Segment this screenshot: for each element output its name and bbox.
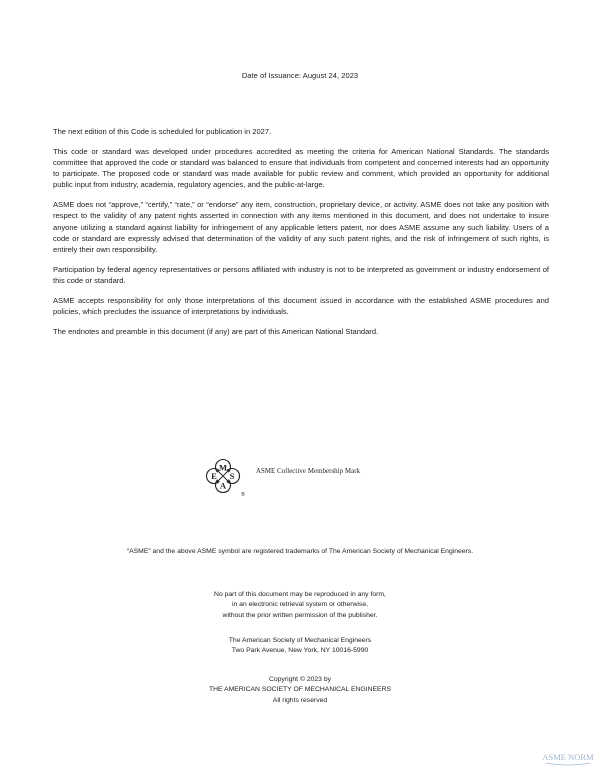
publisher-address: [0, 636, 600, 657]
body-text: [53, 126, 549, 346]
copyright-line: Copyright © 2023 by: [268, 676, 332, 683]
asme-logo-icon: [203, 456, 247, 500]
paragraph-next-edition: The next edition of this Code is scheduled for publication in 2027.: [53, 127, 272, 136]
logo-letter-m: M: [218, 462, 228, 473]
reproduction-line: No part of this document may be reproduced in any form,: [214, 591, 386, 598]
asme-norm-watermark: [540, 749, 596, 767]
watermark-text: ASME NORM: [542, 752, 594, 762]
trademark-notice: “ASME” and the above ASME symbol are registered trademarks of The American Society of Mechanical Engineers.: [126, 548, 474, 555]
publisher-name: The American Society of Mechanical Engineers: [228, 637, 372, 644]
copyright-holder: THE AMERICAN SOCIETY OF MECHANICAL ENGINEERS: [208, 686, 392, 694]
logo-letter-a: A: [219, 480, 227, 491]
reproduction-line: in an electronic retrieval system or otherwise,: [232, 601, 368, 609]
copyright-notice: [0, 675, 600, 706]
paragraph-development: This code or standard was developed under procedures accredited as meeting the criteria for American National Standards. The standards committee that approved the code or standard was balanced to ensure that individuals from competent and concerned interests had an opportunity to participate. The proposed code or standard was made available for public review and comment, which provided an opportunity for additional public input from industry, academia, regulatory agencies, and the public-at-large.: [53, 146, 549, 190]
watermark-swoosh: [546, 763, 590, 765]
date-of-issuance: Date of Issuance: August 24, 2023: [241, 71, 359, 80]
logo-letter-s: S: [229, 471, 235, 482]
copyright-rights: All rights reserved: [272, 696, 328, 704]
publisher-street: Two Park Avenue, New York, NY 10016-5990: [231, 647, 369, 655]
reproduction-line: without the prior written permission of the publisher.: [222, 611, 378, 619]
paragraph-disclaimer: ASME does not “approve,” “certify,” “rate,” or “endorse” any item, construction, proprietary device, or activity. ASME does not take any position with respect to the validity of any patent rights asserted in connection with any items mentioned in this document, and does not undertake to insure anyone utilizing a standard against liability for infringement of any applicable letters patent, nor does ASME assume any such liability. Users of a code or standard are expressly advised that determination of the validity of any such patent rights, and the risk of infringement of such rights, is entirely their own responsibility.: [53, 200, 549, 255]
collective-membership-mark: [203, 456, 403, 500]
paragraph-endnotes: The endnotes and preamble in this document (if any) are part of this American National Standard.: [53, 326, 379, 336]
paragraph-federal-participation: Participation by federal agency representatives or persons affiliated with industry is not to be interpreted as government or industry endorsement of this code or standard.: [53, 264, 549, 286]
logo-letter-e: E: [211, 471, 217, 482]
paragraph-interpretations: ASME accepts responsibility for only those interpretations of this document issued in accordance with the established ASME procedures and policies, which precludes the issuance of interpretations by individuals.: [53, 295, 549, 317]
mark-caption: ASME Collective Membership Mark: [256, 468, 361, 475]
registered-mark: ®: [241, 492, 245, 498]
reproduction-notice: [0, 590, 600, 621]
